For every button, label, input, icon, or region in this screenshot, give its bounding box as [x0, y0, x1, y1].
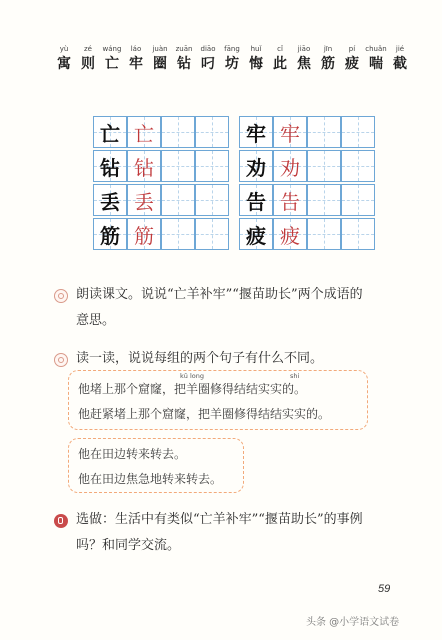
hanzi: 坊	[225, 56, 239, 72]
vocab-word	[220, 44, 244, 73]
model-char-cell	[239, 150, 273, 182]
watermark: 头条 @小学语文试卷	[306, 617, 400, 628]
page-number: 59	[378, 583, 391, 595]
model-char: 筋	[100, 223, 120, 248]
vocab-word	[316, 44, 340, 73]
trace-char-cell	[127, 218, 161, 250]
read-aloud-icon	[54, 353, 68, 367]
model-char: 丢	[100, 189, 120, 214]
pinyin: juàn	[152, 45, 168, 53]
hanzi: 则	[81, 56, 95, 72]
blank-cell	[307, 184, 341, 216]
blank-cell	[195, 218, 229, 250]
pinyin: cǐ	[277, 45, 283, 53]
hanzi: 圈	[153, 56, 167, 72]
vocab-word	[52, 44, 76, 73]
pinyin: pí	[348, 45, 356, 53]
exercise-1-line1: 朗读课文。说说“亡羊补牢”“揠苗助长”两个成语的	[76, 287, 363, 302]
pinyin: jié	[395, 45, 405, 53]
trace-char: 告	[280, 189, 300, 214]
model-char: 亡	[100, 121, 120, 146]
hanzi: 截	[393, 56, 407, 72]
sentence: 他在田边焦急地转来转去。	[78, 472, 223, 486]
pinyin-annotation: kū long	[180, 372, 204, 380]
vocab-word	[196, 44, 220, 73]
pinyin: zé	[84, 45, 92, 53]
pinyin: diāo	[200, 45, 216, 53]
pinyin: zuān	[175, 45, 193, 53]
blank-cell	[195, 184, 229, 216]
pinyin: huǐ	[250, 45, 262, 53]
blank-cell	[341, 150, 375, 182]
hanzi: 悔	[249, 56, 263, 72]
model-char: 牢	[246, 121, 266, 146]
blank-cell	[161, 150, 195, 182]
blank-cell	[341, 184, 375, 216]
pinyin: yù	[59, 45, 69, 53]
read-aloud-icon	[54, 289, 68, 303]
vocabulary-list	[52, 44, 412, 73]
trace-char-cell	[273, 150, 307, 182]
trace-char: 牢	[280, 121, 300, 146]
vocab-word	[172, 44, 196, 73]
model-char-cell	[239, 184, 273, 216]
pinyin: chuǎn	[365, 45, 387, 53]
vocab-word	[268, 44, 292, 73]
hanzi: 筋	[321, 56, 335, 72]
trace-char: 钻	[134, 155, 154, 180]
hanzi: 喘	[369, 56, 383, 72]
blank-cell	[307, 150, 341, 182]
hanzi: 寓	[57, 56, 71, 72]
pinyin: jiāo	[297, 45, 311, 53]
sentence: 他赶紧堵上那个窟窿，把羊圈修得结结实实的。	[78, 407, 331, 421]
vocab-word	[292, 44, 316, 73]
blank-cell	[195, 150, 229, 182]
exercise-3-line1: 选做：生活中有类似“亡羊补牢”“揠苗助长”的事例	[76, 512, 363, 527]
hanzi: 焦	[297, 56, 311, 72]
vocab-word	[76, 44, 100, 73]
model-char-cell	[93, 150, 127, 182]
writing-grid	[93, 116, 377, 251]
vocab-word	[124, 44, 148, 73]
trace-char-cell	[273, 184, 307, 216]
blank-cell	[307, 218, 341, 250]
hanzi: 亡	[105, 56, 119, 72]
model-char: 告	[246, 189, 266, 214]
pinyin: jīn	[323, 45, 333, 53]
optional-task-icon	[54, 514, 68, 528]
model-char: 疲	[246, 223, 266, 248]
pinyin: fāng	[224, 45, 240, 53]
exercise-2-title: 读一读，说说每组的两个句子有什么不同。	[76, 351, 324, 366]
pinyin: láo	[130, 45, 142, 53]
exercise-3-line2: 吗？和同学交流。	[76, 538, 181, 553]
trace-char: 丢	[134, 189, 154, 214]
model-char-cell	[93, 218, 127, 250]
trace-char-cell	[127, 150, 161, 182]
sentence: 他在田边转来转去。	[78, 447, 187, 461]
hanzi: 此	[273, 56, 287, 72]
vocab-word	[388, 44, 412, 73]
trace-char: 劝	[280, 155, 300, 180]
trace-char-cell	[273, 218, 307, 250]
blank-cell	[161, 116, 195, 148]
vocab-word	[244, 44, 268, 73]
vocab-word	[340, 44, 364, 73]
trace-char-cell	[273, 116, 307, 148]
hanzi: 叼	[201, 56, 215, 72]
hanzi: 疲	[345, 56, 359, 72]
hanzi: 牢	[129, 56, 143, 72]
exercise-3	[76, 507, 416, 559]
blank-cell	[341, 218, 375, 250]
blank-cell	[341, 116, 375, 148]
trace-char: 疲	[280, 223, 300, 248]
model-char-cell	[93, 116, 127, 148]
sentence: 他堵上那个窟窿，把羊圈修得结结实实的。	[78, 382, 307, 396]
vocab-word	[148, 44, 172, 73]
model-char-cell	[239, 218, 273, 250]
hanzi: 钻	[177, 56, 191, 72]
trace-char-cell	[127, 184, 161, 216]
blank-cell	[161, 218, 195, 250]
vocab-word	[364, 44, 388, 73]
blank-cell	[161, 184, 195, 216]
model-char: 劝	[246, 155, 266, 180]
exercise-1-line2: 意思。	[76, 313, 116, 328]
pinyin-annotation: shi	[290, 372, 300, 380]
vocab-word	[100, 44, 124, 73]
trace-char: 筋	[134, 223, 154, 248]
model-char-cell	[239, 116, 273, 148]
blank-cell	[195, 116, 229, 148]
model-char: 钻	[100, 155, 120, 180]
trace-char-cell	[127, 116, 161, 148]
model-char-cell	[93, 184, 127, 216]
pinyin: wáng	[102, 45, 122, 53]
exercise-1	[76, 282, 416, 334]
trace-char: 亡	[134, 121, 154, 146]
blank-cell	[307, 116, 341, 148]
